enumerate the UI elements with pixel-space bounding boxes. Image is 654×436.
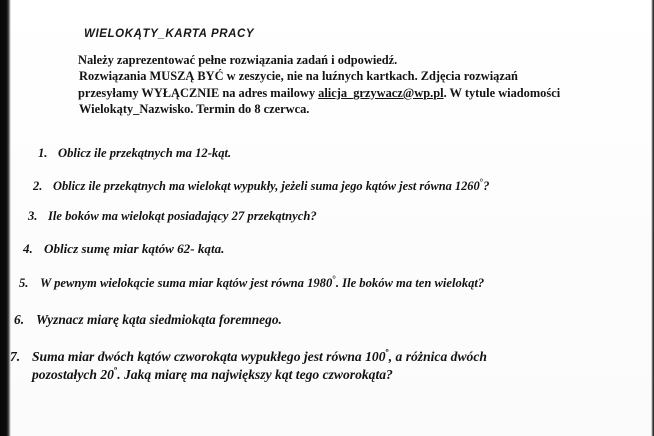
task-text-1: Oblicz ile przekątnych ma 12-kąt. — [58, 146, 232, 160]
task-item-3 — [28, 209, 317, 224]
task-number-6: 6. — [14, 312, 25, 327]
instructions-line-3 — [78, 85, 638, 101]
task-number-5: 5. — [19, 276, 29, 290]
task-text-7-suffix: , a różnica dwóch — [388, 349, 487, 364]
task-text-5-suffix: . Ile boków ma ten wielokąt? — [335, 276, 485, 290]
task-text-4: Oblicz sumę miar kątów 62- kąta. — [44, 241, 225, 256]
task-text-5 — [40, 273, 485, 291]
instructions-line-2: Rozwiązania MUSZĄ BYĆ w zeszycie, nie na luźnych kartkach. Zdjęcia rozwiązań — [79, 69, 518, 84]
task-text-7-prefix: Suma miar dwóch kątów czworokąta wypukłego jest równa — [32, 349, 366, 364]
task-item-4 — [23, 241, 224, 257]
task-text-2-suffix: ? — [483, 179, 490, 193]
task-text-7-line-2 — [32, 367, 487, 383]
task-text-7-line-1 — [32, 349, 487, 365]
task-number-3: 3. — [28, 209, 38, 223]
instructions-line-3-prefix: przesyłamy WYŁĄCZNIE na adres mailowy — [78, 85, 319, 100]
instructions-line-4: Wielokąty_Nazwisko. Termin do 8 czerwca. — [79, 101, 310, 116]
task-text-2 — [53, 176, 490, 194]
task-text-7b-suffix: . Jaką miarę ma największy kąt tego czworokąta? — [117, 367, 393, 382]
task-text-2-prefix: Oblicz ile przekątnych ma wielokąt wypukły, jeżeli suma jego kątów jest równa — [53, 179, 455, 193]
task-value-2: 1260 — [454, 179, 480, 193]
task-number-4: 4. — [23, 241, 33, 256]
task-item-6 — [14, 312, 282, 328]
instructions-paragraph — [78, 52, 638, 117]
task-value-5: 1980 — [307, 276, 333, 290]
task-text-5-prefix: W pewnym wielokącie suma miar kątów jest równa — [40, 276, 308, 290]
task-item-2 — [33, 176, 490, 194]
task-item-5 — [19, 273, 485, 291]
degree-symbol-7b: º — [113, 365, 118, 377]
task-number-2: 2. — [33, 179, 43, 193]
task-text-6: Wyznacz miarę kąta siedmiokąta foremnego. — [36, 312, 282, 327]
degree-symbol-7a: º — [385, 347, 389, 359]
task-item-7 — [10, 349, 487, 383]
task-text-7b-prefix: pozostałych — [32, 367, 101, 382]
task-text-3: Ile boków ma wielokąt posiadający 27 przekątnych? — [48, 209, 317, 223]
task-value-7a: 100 — [365, 349, 386, 364]
instructions-line-3-suffix: . W tytule wiadomości — [443, 85, 561, 100]
task-item-1 — [38, 146, 231, 161]
task-number-7: 7. — [10, 349, 21, 364]
email-address-link[interactable]: alicja_grzywacz@wp.pl — [318, 85, 444, 100]
task-number-1: 1. — [38, 146, 48, 160]
task-value-7b: 20 — [100, 367, 114, 382]
degree-symbol-2: ° — [479, 176, 484, 187]
document-title: WIELOKĄTY_KARTA PRACY — [84, 28, 255, 40]
degree-symbol-5: ° — [332, 273, 336, 284]
instructions-line-1: Należy zaprezentować pełne rozwiązania zadań i odpowiedź. — [78, 53, 398, 67]
